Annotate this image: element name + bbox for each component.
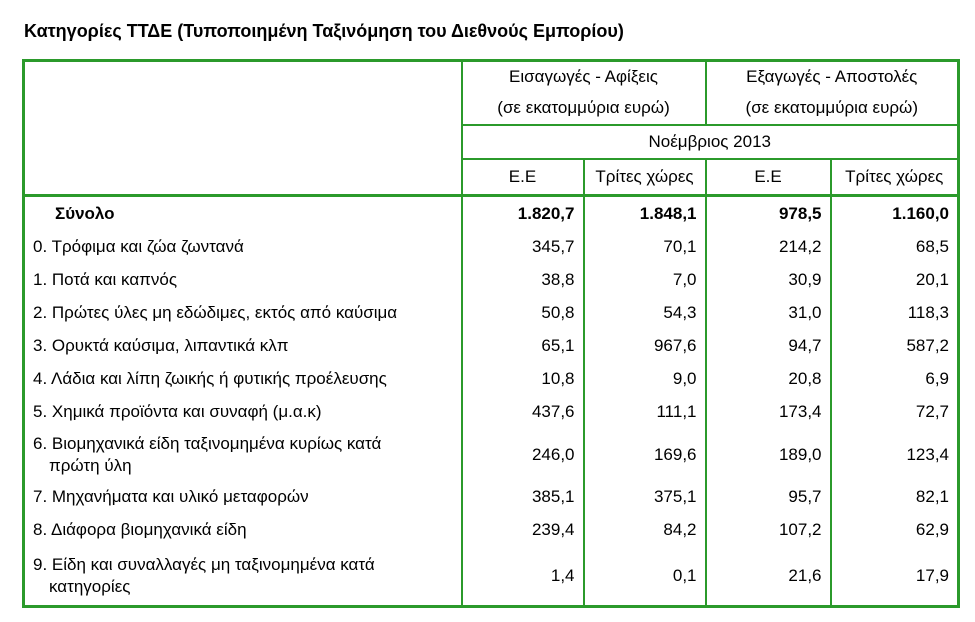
- row-exp-third: 72,7: [831, 396, 959, 429]
- row-imp-third: 84,2: [584, 514, 706, 547]
- row-imp-third: 375,1: [584, 481, 706, 514]
- row-label: 4. Λάδια και λίπη ζωικής ή φυτικής προέλευσης: [33, 369, 387, 388]
- row-exp-eu: 95,7: [706, 481, 831, 514]
- imports-header-line2: (σε εκατομμύρια ευρώ): [462, 93, 706, 125]
- row-label-line2: πρώτη ύλη: [49, 455, 132, 475]
- col-header-imp-third: Τρίτες χώρες: [584, 159, 706, 196]
- row-label: [24, 547, 462, 607]
- col-header-imp-eu: Ε.Ε: [462, 159, 584, 196]
- row-exp-eu: 20,8: [706, 363, 831, 396]
- row-imp-eu: 345,7: [462, 231, 584, 264]
- row-label: 2. Πρώτες ύλες μη εδώδιμες, εκτός από καύσιμα: [33, 303, 398, 322]
- table-row: [24, 264, 959, 297]
- row-imp-eu: 50,8: [462, 297, 584, 330]
- row-imp-third: 70,1: [584, 231, 706, 264]
- total-label: Σύνολο: [55, 203, 115, 223]
- total-exp-eu: 978,5: [706, 196, 831, 231]
- row-label-line1: 6. Βιομηχανικά είδη ταξινομημένα κυρίως κατά: [33, 433, 382, 453]
- table-row: [24, 231, 959, 264]
- row-exp-eu: 31,0: [706, 297, 831, 330]
- row-label: 3. Ορυκτά καύσιμα, λιπαντικά κλπ: [33, 336, 289, 355]
- col-header-exp-third: Τρίτες χώρες: [831, 159, 959, 196]
- total-imp-third: 1.848,1: [584, 196, 706, 231]
- total-row: [24, 196, 959, 231]
- row-exp-eu: 94,7: [706, 330, 831, 363]
- total-exp-third: 1.160,0: [831, 196, 959, 231]
- row-imp-third: 9,0: [584, 363, 706, 396]
- imports-header-line1: Εισαγωγές - Αφίξεις: [462, 61, 706, 93]
- row-imp-eu: 385,1: [462, 481, 584, 514]
- row-exp-third: 68,5: [831, 231, 959, 264]
- col-header-exp-eu: Ε.Ε: [706, 159, 831, 196]
- row-exp-third: 20,1: [831, 264, 959, 297]
- row-exp-third: 123,4: [831, 429, 959, 481]
- row-imp-eu: 10,8: [462, 363, 584, 396]
- row-label: 7. Μηχανήματα και υλικό μεταφορών: [33, 487, 309, 506]
- row-imp-third: 967,6: [584, 330, 706, 363]
- row-exp-third: 6,9: [831, 363, 959, 396]
- header-empty-cell: [24, 61, 462, 196]
- header-row-groups: [24, 61, 959, 93]
- row-imp-third: 54,3: [584, 297, 706, 330]
- row-imp-third: 0,1: [584, 547, 706, 607]
- row-exp-eu: 189,0: [706, 429, 831, 481]
- table-row: [24, 481, 959, 514]
- row-imp-third: 111,1: [584, 396, 706, 429]
- exports-header-line2: (σε εκατομμύρια ευρώ): [706, 93, 959, 125]
- table-title: Κατηγορίες ΤΤΔΕ (Τυποποιημένη Ταξινόμηση του Διεθνούς Εμπορίου): [24, 21, 624, 41]
- row-label-line1: 9. Είδη και συναλλαγές μη ταξινομημένα κατά: [33, 554, 375, 574]
- row-label: 8. Διάφορα βιομηχανικά είδη: [33, 520, 247, 539]
- table-row: [24, 429, 959, 481]
- table-row: [24, 297, 959, 330]
- row-imp-eu: 65,1: [462, 330, 584, 363]
- total-imp-eu: 1.820,7: [462, 196, 584, 231]
- row-exp-eu: 21,6: [706, 547, 831, 607]
- table-row: [24, 514, 959, 547]
- table-row: [24, 330, 959, 363]
- period-header: Νοέμβριος 2013: [462, 125, 959, 159]
- exports-header-line1: Εξαγωγές - Αποστολές: [706, 61, 959, 93]
- row-exp-third: 82,1: [831, 481, 959, 514]
- row-exp-third: 587,2: [831, 330, 959, 363]
- row-label-line2: κατηγορίες: [49, 576, 131, 596]
- row-imp-eu: 437,6: [462, 396, 584, 429]
- row-imp-third: 169,6: [584, 429, 706, 481]
- row-exp-eu: 214,2: [706, 231, 831, 264]
- row-imp-eu: 239,4: [462, 514, 584, 547]
- row-exp-eu: 173,4: [706, 396, 831, 429]
- row-exp-eu: 30,9: [706, 264, 831, 297]
- row-exp-eu: 107,2: [706, 514, 831, 547]
- row-imp-eu: 1,4: [462, 547, 584, 607]
- row-label: [24, 429, 462, 481]
- row-exp-third: 62,9: [831, 514, 959, 547]
- row-imp-eu: 246,0: [462, 429, 584, 481]
- row-imp-eu: 38,8: [462, 264, 584, 297]
- table-row: [24, 363, 959, 396]
- row-label: 5. Χημικά προϊόντα και συναφή (μ.α.κ): [33, 402, 322, 421]
- row-exp-third: 17,9: [831, 547, 959, 607]
- row-exp-third: 118,3: [831, 297, 959, 330]
- table-row: [24, 547, 959, 607]
- row-imp-third: 7,0: [584, 264, 706, 297]
- trade-table: [22, 59, 960, 608]
- table-row: [24, 396, 959, 429]
- row-label: 1. Ποτά και καπνός: [33, 270, 178, 289]
- row-label: 0. Τρόφιμα και ζώα ζωντανά: [33, 237, 244, 256]
